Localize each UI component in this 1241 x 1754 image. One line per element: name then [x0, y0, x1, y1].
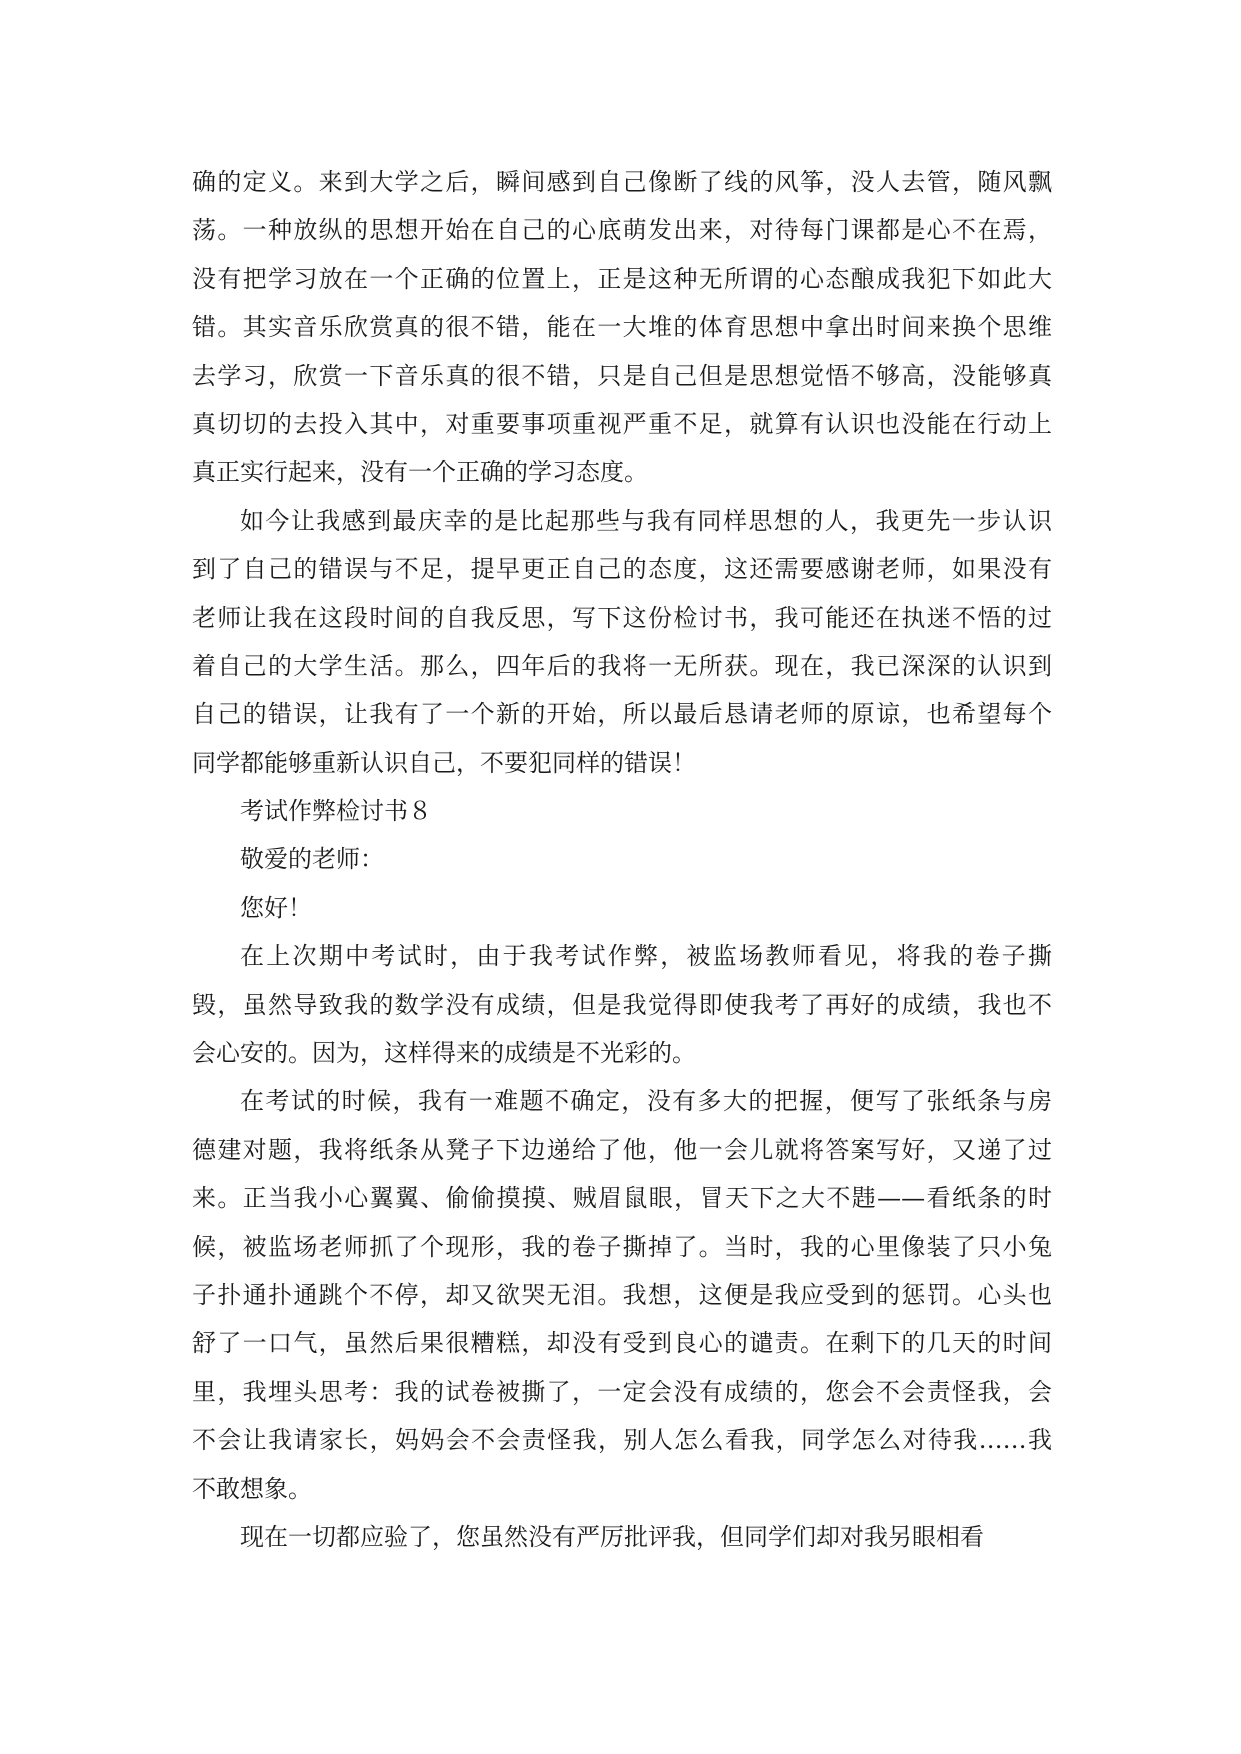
- text-line: 德建对题，我将纸条从凳子下边递给了他，他一会儿就将答案写好，又递了过: [192, 1135, 1052, 1164]
- text-line: 不会让我请家长，妈妈会不会责怪我，别人怎么看我，同学怎么对待我……我: [192, 1426, 1052, 1455]
- text-line: 荡。一种放纵的思想开始在自己的心底萌发出来，对待每门课都是心不在焉，: [192, 216, 1052, 245]
- text-line: 老师让我在这段时间的自我反思，写下这份检讨书，我可能还在执迷不悟的过: [192, 603, 1052, 632]
- text-line: 去学习，欣赏一下音乐真的很不错，只是自己但是思想觉悟不够高，没能够真: [192, 361, 1052, 390]
- text-line: 舒了一口气，虽然后果很糟糕，却没有受到良心的谴责。在剩下的几天的时间: [192, 1329, 1052, 1358]
- text-line: 确的定义。来到大学之后，瞬间感到自己像断了线的风筝，没人去管，随风飘: [192, 168, 1052, 196]
- text-line: 不敢想象。: [192, 1474, 312, 1503]
- text-line: 着自己的大学生活。那么，四年后的我将一无所获。现在，我已深深的认识到: [192, 651, 1052, 680]
- text-line: 来。正当我小心翼翼、偷偷摸摸、贼眉鼠眼，冒天下之大不韪——看纸条的时: [192, 1184, 1052, 1213]
- document-body: [192, 158, 1052, 1561]
- text-line: 错。其实音乐欣赏真的很不错，能在一大堆的体育思想中拿出时间来换个思维: [192, 313, 1052, 342]
- text-line: 您好！: [240, 893, 312, 922]
- paragraph: [192, 932, 1052, 1077]
- text-line: 子扑通扑通跳个不停，却又欲哭无泪。我想，这便是我应受到的惩罚。心头也: [192, 1280, 1052, 1309]
- text-line: 真正实行起来，没有一个正确的学习态度。: [192, 458, 648, 487]
- text-line: 毁，虽然导致我的数学没有成绩，但是我觉得即使我考了再好的成绩，我也不: [192, 990, 1052, 1019]
- text-line: 会心安的。因为，这样得来的成绩是不光彩的。: [192, 1039, 696, 1068]
- text-line: 在考试的时候，我有一难题不确定，没有多大的把握，便写了张纸条与房: [240, 1087, 1052, 1116]
- text-line: 自己的错误，让我有了一个新的开始，所以最后恳请老师的原谅，也希望每个: [192, 700, 1052, 729]
- paragraph: [192, 158, 1052, 497]
- text-line: 没有把学习放在一个正确的位置上，正是这种无所谓的心态酿成我犯下如此大: [192, 264, 1052, 293]
- text-line: 考试作弊检讨书８: [240, 797, 432, 826]
- text-line: 到了自己的错误与不足，提早更正自己的态度，这还需要感谢老师，如果没有: [192, 555, 1052, 584]
- paragraph: [192, 835, 1052, 883]
- paragraph: [192, 1513, 1052, 1561]
- text-line: 同学都能够重新认识自己，不要犯同样的错误！: [192, 748, 696, 777]
- text-line: 在上次期中考试时，由于我考试作弊，被监场教师看见，将我的卷子撕: [240, 942, 1052, 971]
- text-line: 现在一切都应验了，您虽然没有严厉批评我，但同学们却对我另眼相看: [240, 1522, 984, 1551]
- text-line: 候，被监场老师抓了个现形，我的卷子撕掉了。当时，我的心里像装了只小兔: [192, 1232, 1052, 1261]
- paragraph: [192, 884, 1052, 932]
- text-line: 真切切的去投入其中，对重要事项重视严重不足，就算有认识也没能在行动上: [192, 409, 1052, 438]
- text-line: 如今让我感到最庆幸的是比起那些与我有同样思想的人，我更先一步认识: [240, 506, 1052, 535]
- paragraph: [192, 1077, 1052, 1513]
- paragraph: [192, 787, 1052, 835]
- text-line: 里，我埋头思考：我的试卷被撕了，一定会没有成绩的，您会不会责怪我，会: [192, 1377, 1052, 1406]
- text-line: 敬爱的老师：: [240, 845, 384, 874]
- paragraph: [192, 497, 1052, 787]
